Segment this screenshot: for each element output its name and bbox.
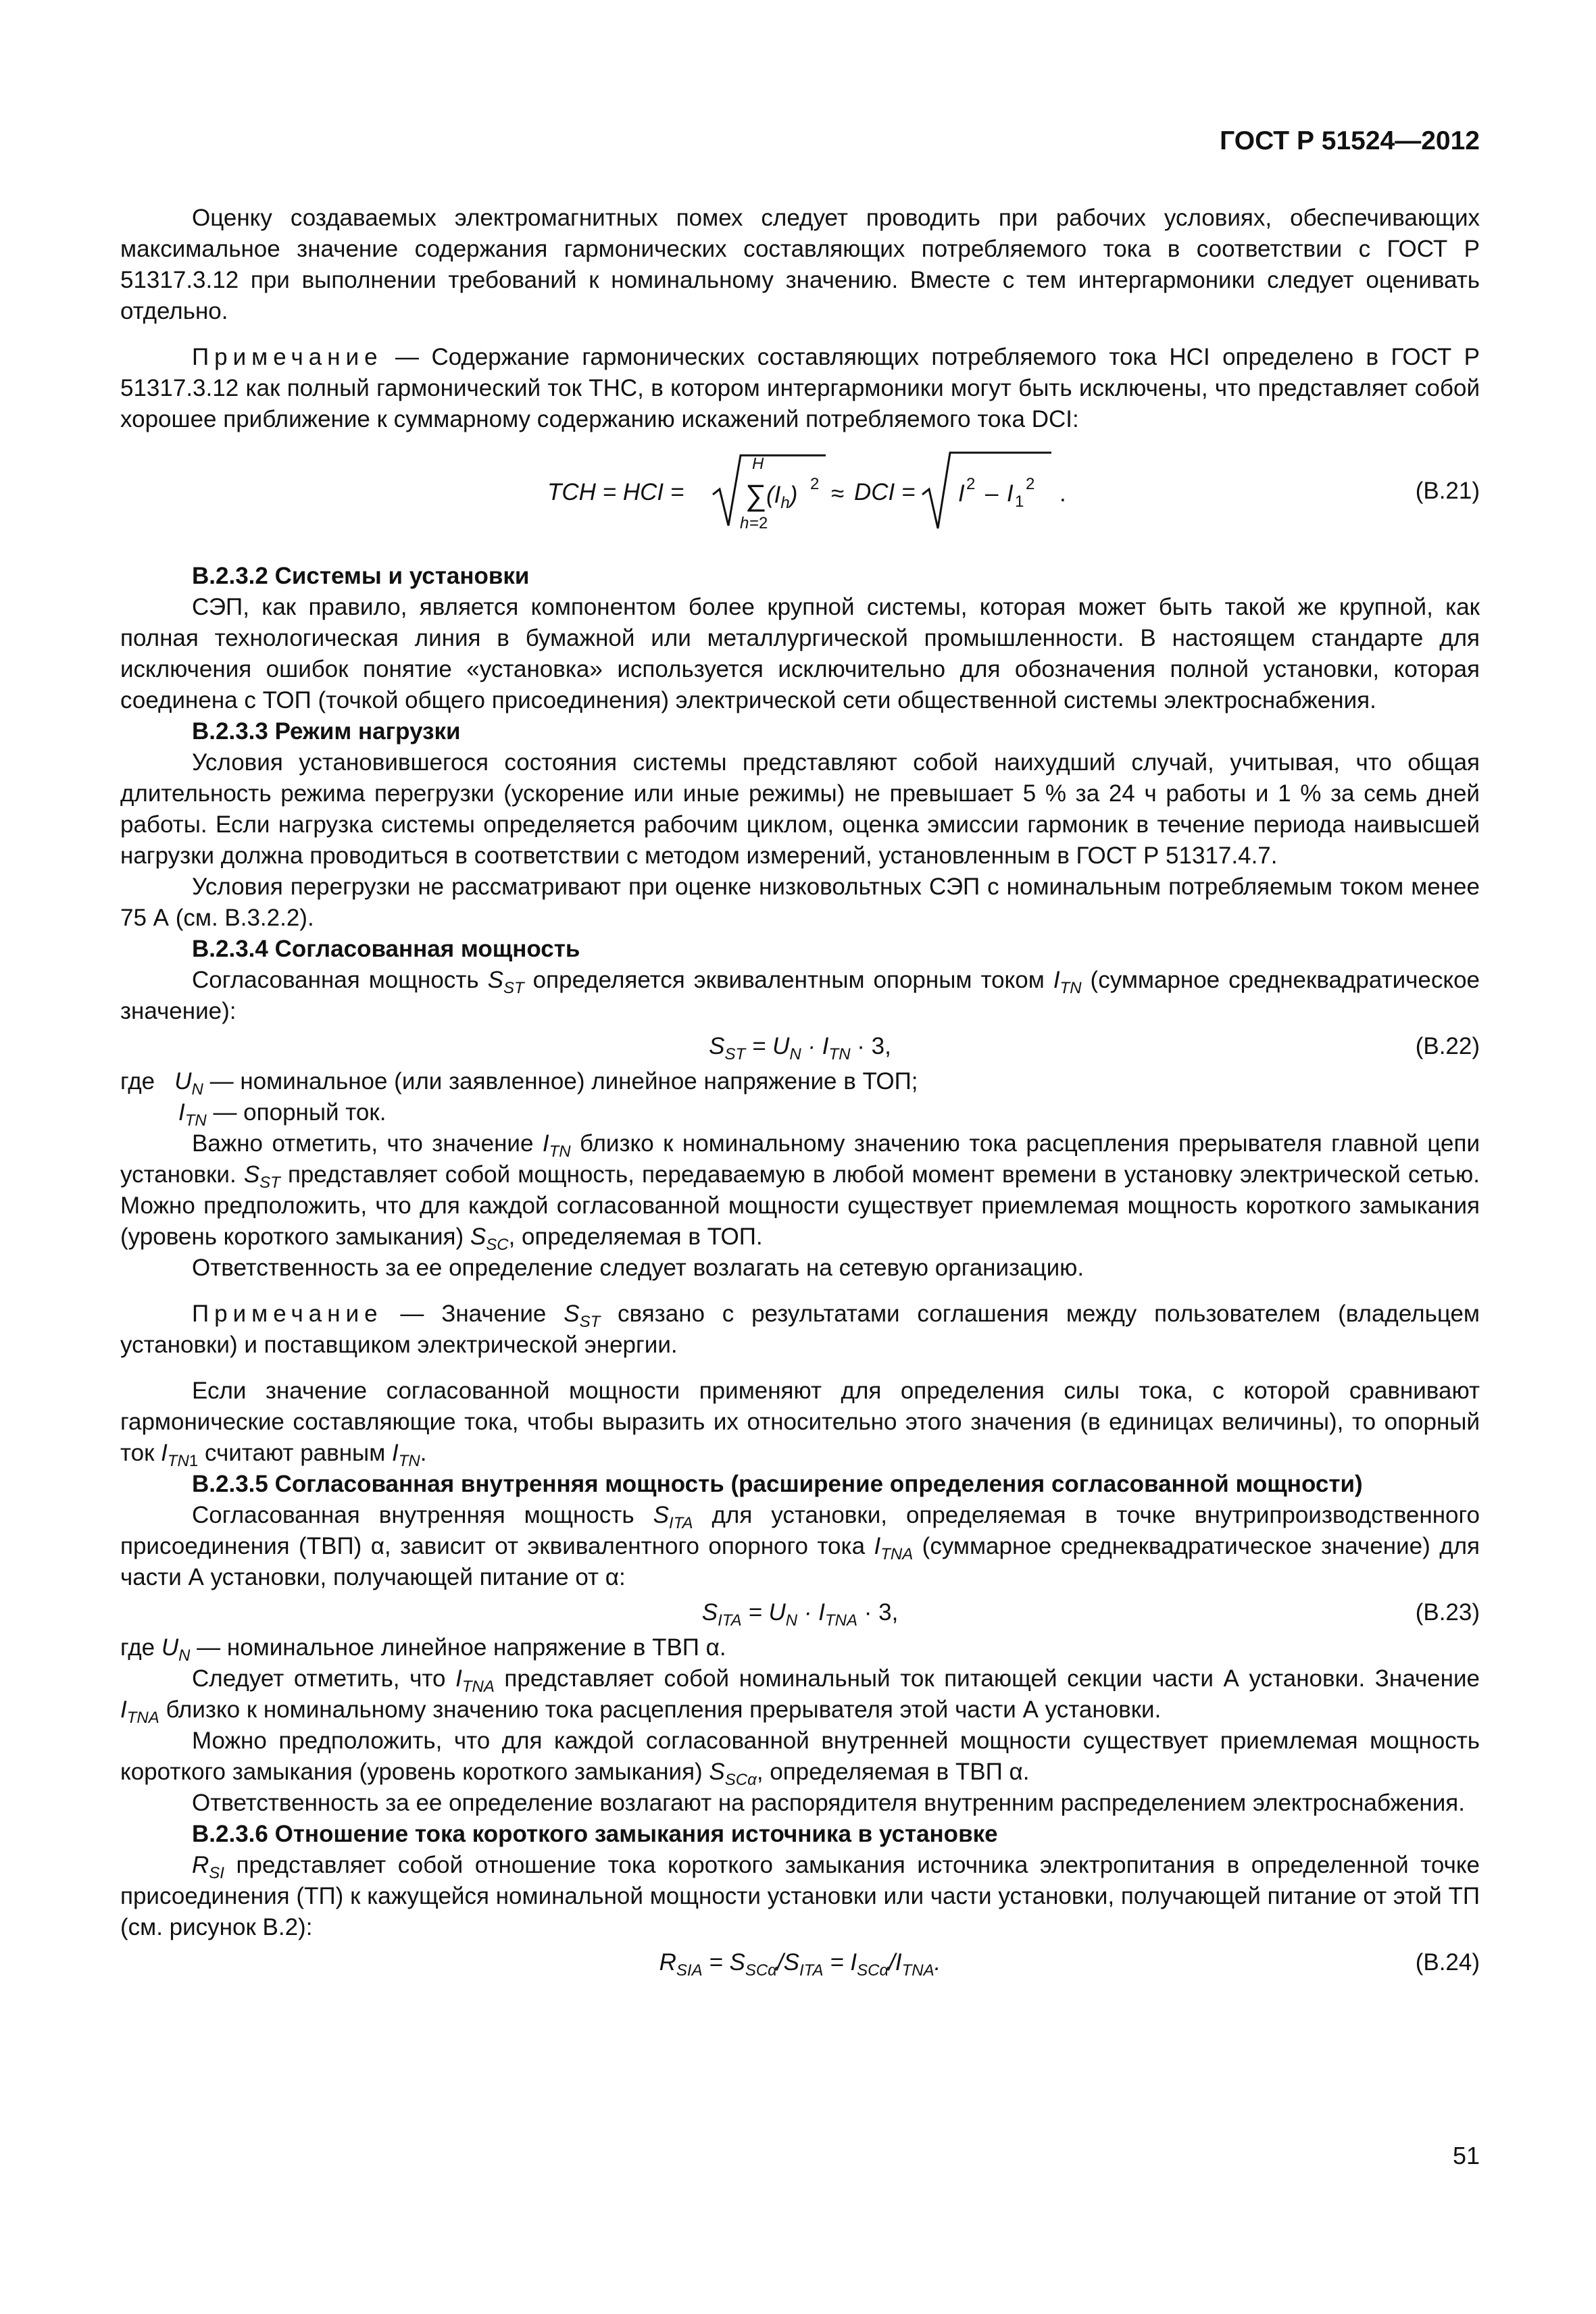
section-heading: В.2.3.2 Системы и установки [192, 563, 530, 589]
svg-text:1: 1 [1015, 493, 1024, 511]
svg-text:2: 2 [810, 475, 820, 493]
svg-text:–: – [985, 480, 999, 507]
svg-text:H: H [752, 455, 764, 473]
svg-text:2: 2 [1026, 475, 1035, 493]
section-heading: В.2.3.4 Согласованная мощность [192, 936, 580, 962]
paragraph: Согласованная мощность $S_{ST}$ определяется эквивалентным опорным током $I_{TN}$ (суммарное среднеквадратическое значение): [120, 967, 1480, 1024]
svg-text:2: 2 [966, 475, 976, 493]
paragraph: Условия перегрузки не рассматривают при оценке низковольтных СЭП с номинальным потребляемым током менее 75 А (см. В.3.2.2). [120, 874, 1480, 931]
paragraph: Если значение согласованной мощности применяют для определения силы тока, с которой сравнивают гармонические составляющие тока, чтобы выразить их относительно этого значения (в единицах величины), то опорный ток $I_{TN1}$ считают равным $I_{TN}$. [120, 1378, 1480, 1470]
paragraph: Ответственность за ее определение следует возлагать на сетевую организацию. [192, 1255, 1084, 1281]
svg-text:h: h [740, 514, 749, 532]
section-heading: В.2.3.5 Согласованная внутренняя мощность (расширение определения согласованной мощности) [192, 1471, 1363, 1497]
svg-text:TCH = HCI =: TCH = HCI = [547, 479, 684, 505]
equation-number: (В.22) [1415, 1033, 1480, 1059]
svg-text:(Ih): $(I_h)$ [766, 482, 798, 512]
svg-text:I: I [1007, 480, 1014, 507]
svg-text:DCI =: DCI = [854, 479, 916, 505]
paragraph: $R_{SI}$ представляет собой отношение тока короткого замыкания источника электропитания в определенной точке присоединения (ТП) к кажущейся номинальной мощности установки или части установки, получающей питание от этой ТП (см. рисунок В.2): [120, 1852, 1480, 1940]
section-heading: В.2.3.6 Отношение тока короткого замыкания источника в установке [192, 1821, 998, 1847]
svg-text:I: I [958, 480, 965, 507]
where-line: $I_{TN}$ — опорный ток. [178, 1099, 386, 1130]
document-page [120, 0, 1480, 2314]
equation-number: (В.24) [1415, 1949, 1480, 1976]
equation-b21 [120, 441, 1480, 549]
intro-note [120, 342, 1480, 435]
where-line: где $U_N$ — номинальное линейное напряжение в ТВП α. [120, 1634, 726, 1665]
equation-b21-formula [120, 441, 1269, 549]
where-line: где $U_N$ — номинальное (или заявленное) линейное напряжение в ТОП; [120, 1068, 918, 1099]
paragraph: Можно предположить, что для каждой согласованной внутренней мощности существует приемлемая мощность короткого замыкания (уровень короткого замыкания) $S_{SC\alpha}$, определяемая в ТВП α. [120, 1728, 1480, 1789]
svg-text:≈: ≈ [831, 480, 845, 507]
page-content [120, 203, 1480, 1982]
paragraph: Условия установившегося состояния системы представляют собой наихудший случай, учитывая, что общая длительность режима перегрузки (ускорение или иные режимы) не превышает 5 % за 24 ч работы и 1 % за семь дней работы. Если нагрузка системы определяется рабочим циклом, оценка эмиссии гармоник в течение периода наивысшей нагрузки должна проводиться в соответствии с методом измерений, установленным в ГОСТ Р 51317.4.7. [120, 749, 1480, 869]
intro-paragraph: Оценку создаваемых электромагнитных помех следует проводить при рабочих условиях, обеспечивающих максимальное значение содержания гармонических составляющих потребляемого тока в соответствии с ГОСТ Р 51317.3.12 при выполнении требований к номинальному значению. Вместе с тем интергармоники следует оценивать отдельно. [120, 205, 1480, 324]
standard-header: ГОСТ Р 51524—2012 [1220, 126, 1480, 155]
paragraph: Согласованная внутренняя мощность $S_{ITA}$ для установки, определяемая в точке внутрипроизводственного присоединения (ТВП) α, зависит от эквивалентного опорного тока $I_{TNA}$ (суммарное среднеквадратическое значение) для части А установки, получающей питание от α: [120, 1502, 1480, 1590]
equation-b23: $S_{ITA} = U_N \cdot I_{TNA} \cdot 3$, (В.23) [120, 1597, 1480, 1628]
paragraph: Следует отметить, что $I_{TNA}$ представляет собой номинальный ток питающей секции части А установки. Значение $I_{TNA}$ близко к номинальному значению тока расцепления прерывателя этой части А установки. [120, 1665, 1480, 1727]
paragraph: Ответственность за ее определение возлагают на распорядителя внутренним распределением электроснабжения. [192, 1790, 1465, 1816]
svg-text:∑: ∑ [745, 479, 767, 512]
paragraph: СЭП, как правило, является компонентом более крупной системы, которая может быть такой же крупной, как полная технологическая линия в бумажной или металлургической промышленности. В настоящем стандарте для исключения ошибок понятие «установка» используется исключительно для обозначения полной установки, которая соединена с ТОП (точкой общего присоединения) электрической сети общественной системы электроснабжения. [120, 594, 1480, 713]
note-text: — Содержание гармонических составляющих потребляемого тока HCI определено в ГОСТ Р 51317.3.12 как полный гармонический ток THC, в котором интергармоники могут быть исключены, что представляет собой хорошее приближение к суммарному содержанию искажений потребляемого тока DCI: [120, 344, 1480, 432]
paragraph: Важно отметить, что значение $I_{TN}$ близко к номинальному значению тока расцепления прерывателя главной цепи установки. $S_{ST}$ представляет собой мощность, передаваемую в любой момент времени в установку электрической сетью. Можно предположить, что для каждой согласованной мощности существует приемлемая мощность короткого замыкания (уровень короткого замыкания) $S_{SC}$, определяемая в ТОП. [120, 1130, 1480, 1254]
equation-b24: $R_{SIA} = S_{SC\alpha}/S_{ITA} = I_{SC\alpha}/I_{TNA}$. (В.24) [120, 1947, 1480, 1978]
equation-number: (В.23) [1415, 1599, 1480, 1626]
section-heading: В.2.3.3 Режим нагрузки [192, 718, 461, 745]
note: Примечание — Значение $S_{ST}$ связано с результатами соглашения между пользователем (владельцем установки) и поставщиком электрической энергии. [120, 1301, 1480, 1358]
equation-number: (В.21) [1415, 478, 1480, 504]
page-number: 51 [1452, 2142, 1480, 2169]
note-label: Примечание [192, 344, 383, 370]
equation-b22: $S_{ST} = U_N \cdot I_{TN} \cdot 3$, (В.22) [120, 1031, 1480, 1062]
svg-text:=2: =2 [749, 514, 768, 532]
svg-text:.: . [1059, 480, 1066, 507]
